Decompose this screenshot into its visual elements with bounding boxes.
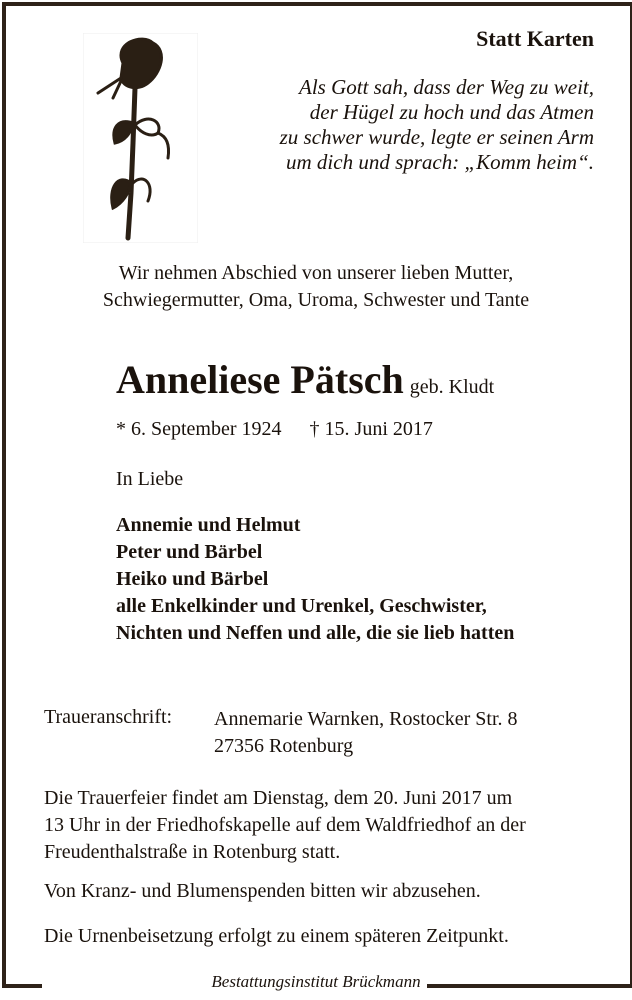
intro-line: Schwiegermutter, Oma, Uroma, Schwester und Tante bbox=[102, 289, 530, 311]
rose-icon bbox=[83, 33, 198, 243]
address-line: Annemarie Warnken, Rostocker Str. 8 bbox=[214, 708, 518, 730]
life-dates bbox=[116, 418, 433, 441]
flowers-text: Von Kranz- und Blumenspenden bitten wir abzusehen. bbox=[44, 880, 481, 902]
birth-name: geb. Kludt bbox=[409, 376, 495, 398]
funeral-home-name: Bestattungsinstitut Brückmann bbox=[205, 972, 426, 991]
address-label: Traueranschrift: bbox=[44, 706, 173, 728]
ceremony-text bbox=[44, 785, 526, 866]
birth-date: * 6. September 1924 bbox=[116, 418, 282, 440]
poem-line: um dich und sprach: „Komm heim“. bbox=[286, 150, 594, 174]
poem-line: zu schwer wurde, legte er seinen Arm bbox=[279, 125, 594, 149]
intro-text bbox=[0, 260, 632, 314]
family-line: Heiko und Bärbel bbox=[116, 568, 269, 590]
deceased-name-line bbox=[116, 356, 494, 403]
poem-line: Als Gott sah, dass der Weg zu weit, bbox=[299, 75, 594, 99]
ceremony-line: 13 Uhr in der Friedhofskapelle auf dem Waldfriedhof an der bbox=[44, 814, 526, 836]
intro-line: Wir nehmen Abschied von unserer lieben Mutter, bbox=[118, 262, 514, 284]
funeral-home bbox=[0, 972, 632, 992]
family-line: Annemie und Helmut bbox=[116, 514, 301, 536]
address bbox=[214, 706, 518, 760]
family-line: Peter und Bärbel bbox=[116, 541, 263, 563]
in-liebe: In Liebe bbox=[116, 468, 184, 490]
poem-line: der Hügel zu hoch und das Atmen bbox=[309, 100, 594, 124]
address-line: 27356 Rotenburg bbox=[214, 735, 354, 757]
family-line: alle Enkelkinder und Urenkel, Geschwister, bbox=[116, 595, 487, 617]
deceased-name: Anneliese Pätsch bbox=[116, 357, 404, 402]
family-line: Nichten und Neffen und alle, die sie lieb hatten bbox=[116, 622, 515, 644]
ceremony-line: Die Trauerfeier findet am Dienstag, dem 20. Juni 2017 um bbox=[44, 787, 513, 809]
statt-karten-heading: Statt Karten bbox=[476, 26, 594, 51]
ceremony-line: Freudenthalstraße in Rotenburg statt. bbox=[44, 841, 341, 863]
poem bbox=[280, 75, 594, 175]
family-list bbox=[116, 512, 514, 647]
burial-text: Die Urnenbeisetzung erfolgt zu einem späteren Zeitpunkt. bbox=[44, 925, 509, 947]
death-date: † 15. Juni 2017 bbox=[309, 418, 433, 440]
